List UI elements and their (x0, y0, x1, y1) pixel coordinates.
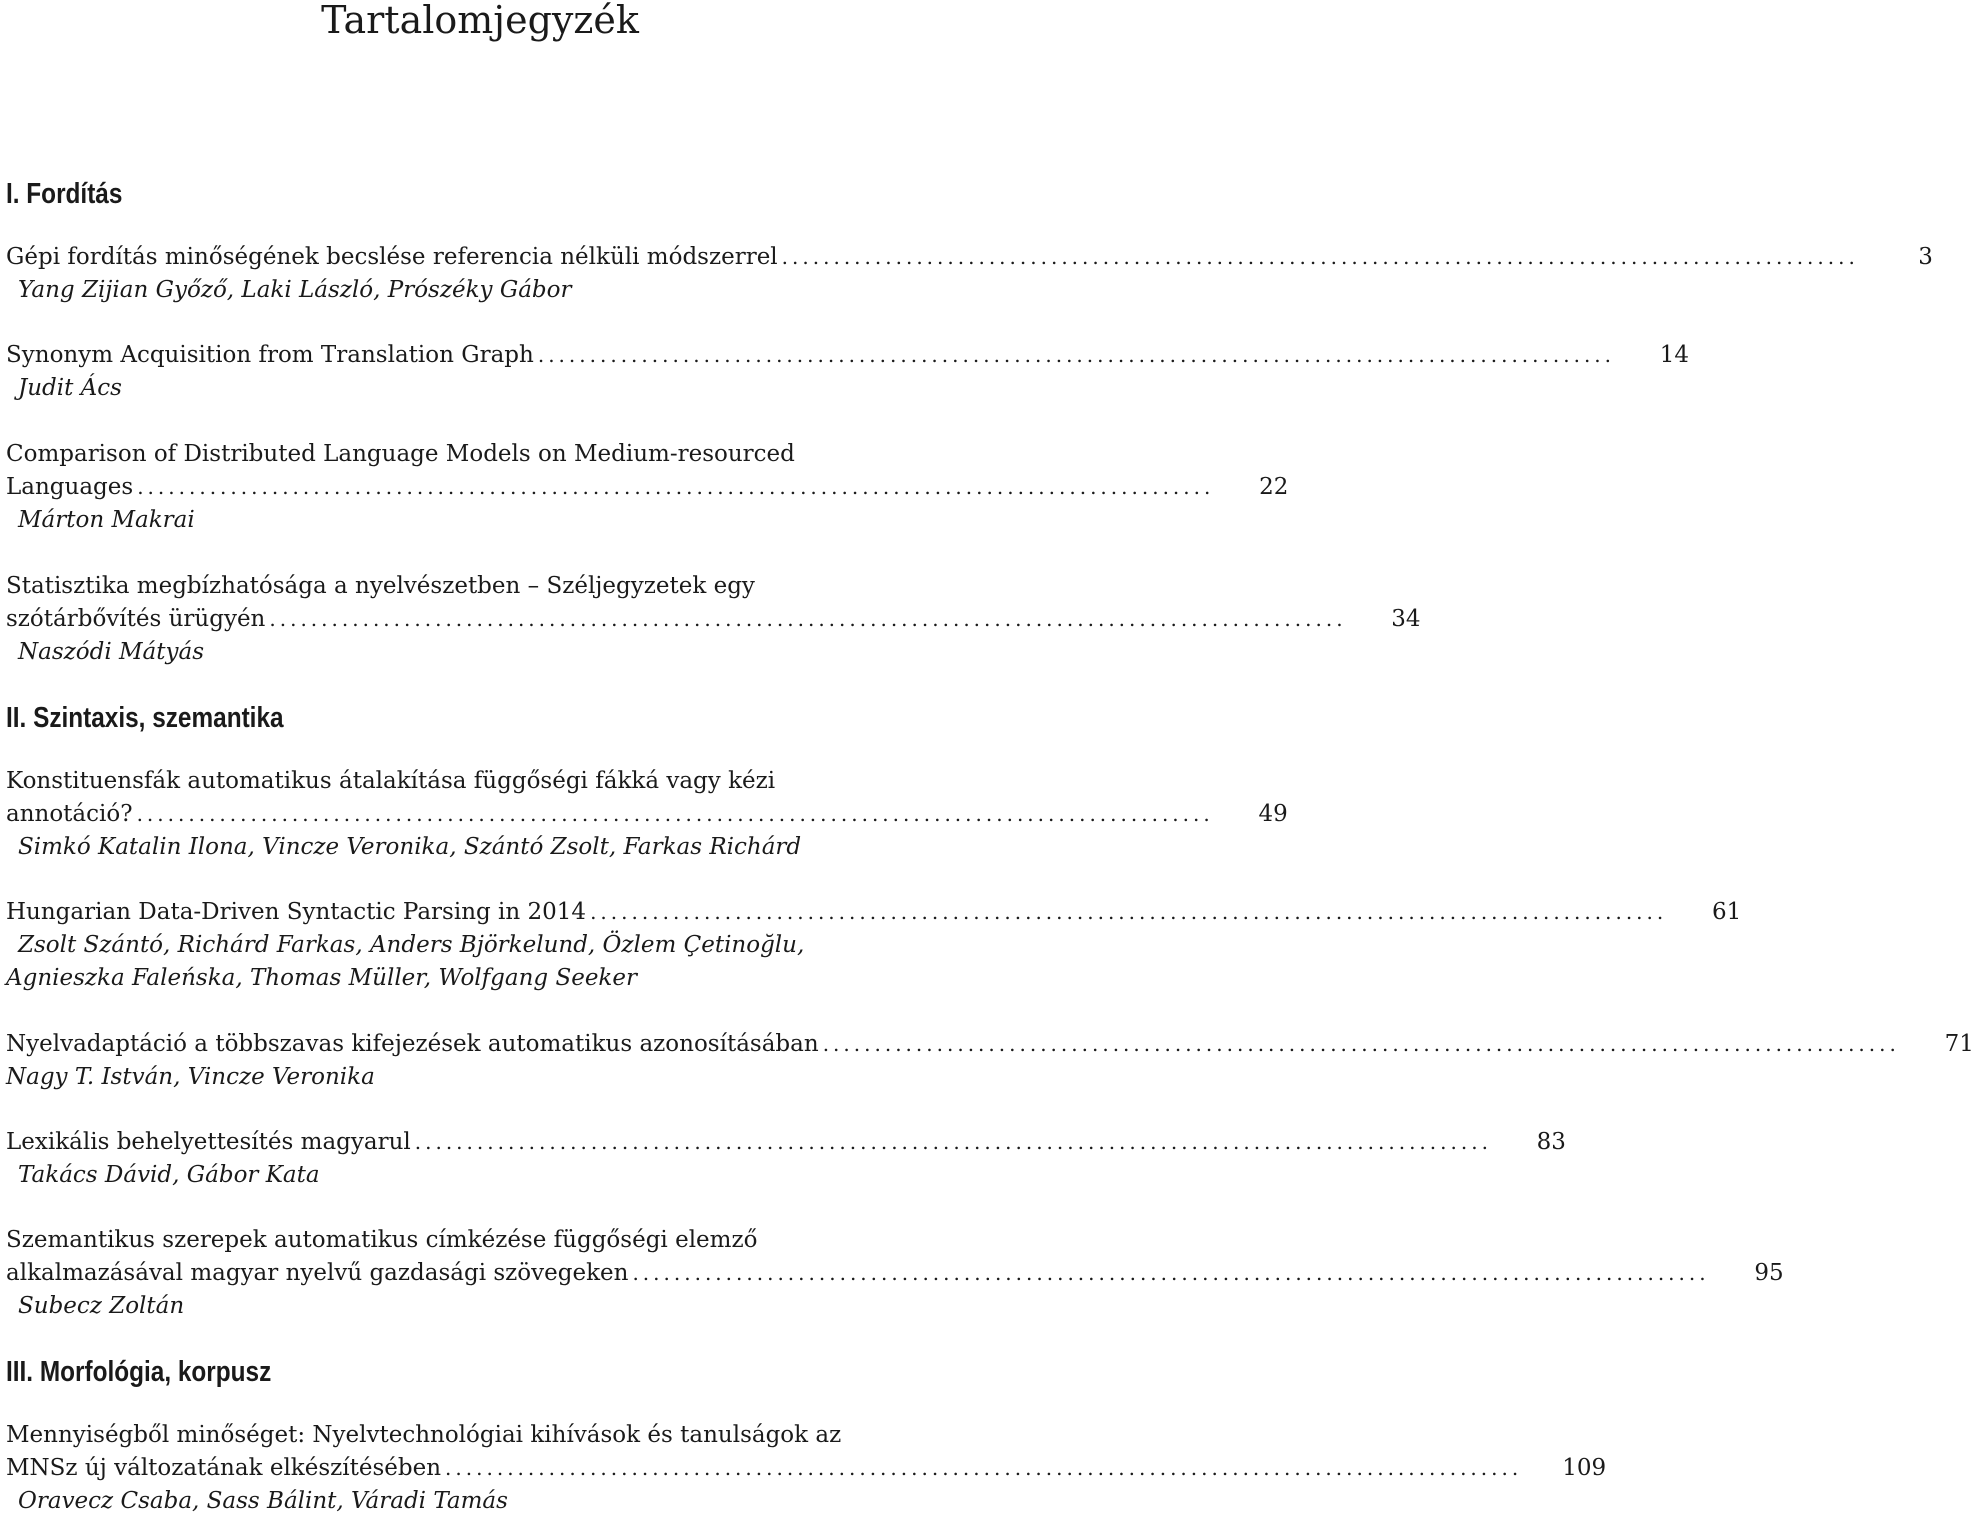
entry-authors: Simkó Katalin Ilona, Vincze Veronika, Szántó Zsolt, Farkas Richárd (18, 834, 802, 860)
entry-title[interactable]: Szemantikus szerepek automatikus címkézése függőségi elemző (6, 1227, 758, 1253)
toc-entry[interactable] (6, 1028, 1974, 1094)
entry-authors: Naszódi Mátyás (18, 639, 205, 665)
entry-authors: Yang Zijian Győző, Laki László, Prószéky Gábor (18, 277, 572, 303)
toc-entry[interactable] (6, 1126, 1566, 1192)
entry-authors: Márton Makrai (18, 507, 195, 533)
entry-title-cont[interactable]: szótárbővítés ürügyén (6, 606, 266, 632)
toc-entry[interactable] (6, 1419, 1607, 1518)
page-number: 61 (1711, 899, 1742, 925)
toc-entry[interactable] (6, 1224, 1784, 1323)
entry-title[interactable]: Lexikális behelyettesítés magyarul (6, 1129, 411, 1155)
dot-leader: ........................................................................................................ (632, 1261, 1710, 1285)
page-number: 83 (1536, 1129, 1566, 1155)
page-title: Tartalomjegyzék (321, 0, 639, 42)
page-number: 95 (1754, 1260, 1784, 1286)
toc-entry[interactable] (6, 570, 1421, 669)
toc-entry[interactable] (6, 765, 1288, 864)
page-number: 49 (1258, 801, 1288, 827)
entry-title[interactable]: Comparison of Distributed Language Models on Medium-resourced (6, 441, 795, 467)
entry-authors: Subecz Zoltán (18, 1293, 185, 1319)
page-number: 14 (1659, 342, 1690, 368)
toc-entry[interactable] (6, 241, 1933, 307)
part-heading: II. Szintaxis, szemantika (6, 702, 284, 734)
dot-leader: ........................................................................................................ (590, 900, 1668, 924)
dot-leader: ........................................................................................................ (822, 1032, 1900, 1056)
dot-leader: ........................................................................................................ (269, 607, 1347, 631)
entry-authors-cont: Agnieszka Faleńska, Thomas Müller, Wolfgang Seeker (6, 965, 637, 991)
dot-leader: ........................................................................................................ (445, 1456, 1523, 1480)
entry-authors: Judit Ács (18, 375, 122, 401)
part-heading: I. Fordítás (6, 178, 123, 210)
entry-title[interactable]: Konstituensfák automatikus átalakítása függőségi fákká vagy kézi (6, 768, 776, 794)
toc-entry[interactable] (6, 896, 1742, 995)
page-number: 22 (1259, 474, 1289, 500)
entry-authors: Oravecz Csaba, Sass Bálint, Váradi Tamás (18, 1488, 508, 1514)
page-number: 109 (1562, 1455, 1607, 1481)
entry-title[interactable]: Hungarian Data-Driven Syntactic Parsing in 2014 (6, 899, 587, 925)
dot-leader: ........................................................................................................ (414, 1130, 1492, 1154)
entry-title-cont[interactable]: MNSz új változatának elkészítésében (6, 1455, 442, 1481)
page-number: 3 (1918, 244, 1933, 270)
entry-title[interactable]: Statisztika megbízhatósága a nyelvészetben – Széljegyzetek egy (6, 573, 755, 599)
page-number: 34 (1391, 606, 1421, 632)
dot-leader: ........................................................................................................ (137, 475, 1215, 499)
dot-leader: ........................................................................................................ (781, 245, 1859, 269)
entry-title-cont[interactable]: alkalmazásával magyar nyelvű gazdasági szövegeken (6, 1260, 629, 1286)
entry-authors: Nagy T. István, Vincze Veronika (6, 1064, 375, 1090)
dot-leader: ........................................................................................................ (136, 802, 1214, 826)
entry-title-cont[interactable]: annotáció? (6, 801, 133, 827)
entry-title[interactable]: Synonym Acquisition from Translation Graph (6, 342, 534, 368)
toc-entry[interactable] (6, 339, 1690, 405)
entry-title[interactable]: Nyelvadaptáció a többszavas kifejezések automatikus azonosításában (6, 1031, 819, 1057)
page-number: 71 (1944, 1031, 1974, 1057)
entry-title[interactable]: Mennyiségből minőséget: Nyelvtechnológiai kihívások és tanulságok az (6, 1422, 842, 1448)
entry-title-cont[interactable]: Languages (6, 474, 134, 500)
dot-leader: ........................................................................................................ (537, 343, 1616, 367)
part-heading: III. Morfológia, korpusz (6, 1356, 272, 1388)
entry-authors: Zsolt Szántó, Richárd Farkas, Anders Björkelund, Özlem Çetinoğlu, (18, 932, 805, 958)
entry-authors: Takács Dávid, Gábor Kata (18, 1162, 320, 1188)
entry-title[interactable]: Gépi fordítás minőségének becslése referencia nélküli módszerrel (6, 244, 778, 270)
toc-entry[interactable] (6, 438, 1289, 537)
